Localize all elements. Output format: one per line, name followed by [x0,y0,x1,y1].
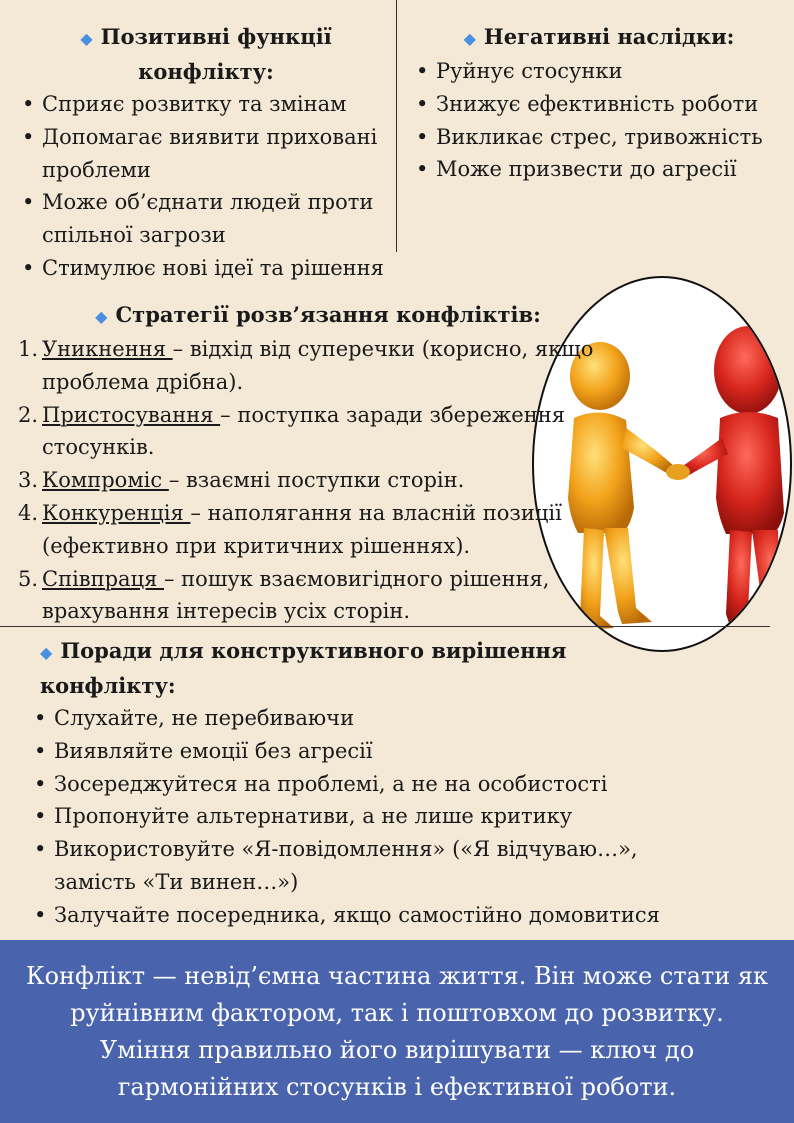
list-item [18,464,608,497]
list-item: • Зосереджуйтеся на проблемі, а не на особистості [32,768,692,801]
tips-list [32,702,692,964]
list-item: • Стимулює нові ідеї та рішення [20,252,392,285]
strategy-desc: – поступка заради збереження стосунків. [42,402,565,460]
list-item: • Руйнує стосунки [414,55,784,88]
diamond-icon: ◆ [80,29,93,48]
negative-section [414,20,784,186]
summary-banner [0,940,794,1123]
section-divider [0,626,770,627]
diamond-icon: ◆ [95,307,108,326]
strategies-list [18,333,608,628]
list-item: • Допомагає виявити приховані проблеми [20,121,392,187]
item-number: 5. [18,566,39,591]
strategy-term: Співпраця [42,566,164,591]
strategy-desc: – відхід від суперечки (корисно, якщо проблема дрібна). [42,337,594,394]
tips-section [32,634,692,964]
strategy-term: Уникнення [42,337,173,361]
list-item: • Пропонуйте альтернативи, а не лише критику [32,800,692,833]
list-item: • Викликає стрес, тривожність [414,121,784,154]
diamond-icon: ◆ [40,643,53,662]
positive-section [20,20,392,285]
column-divider [396,0,397,252]
item-number: 1. [18,337,39,361]
list-item [18,563,608,629]
strategy-term: Компроміс [42,468,169,493]
list-item: • Виявляйте емоції без агресії [32,735,692,768]
list-item: • Залучайте посередника, якщо самостійно домовитися [32,899,684,965]
item-number: 2. [18,402,39,427]
strategy-desc: – наполягання на власній позиції (ефективно при критичних рішеннях). [42,500,562,558]
strategies-heading [18,298,608,333]
item-number: 3. [18,468,39,493]
list-item [18,497,608,563]
positive-title-line1: Позитивні функції [100,24,332,49]
strategies-title: Стратегії розв’язання конфліктів: [115,302,541,327]
list-item: • Знижує ефективність роботи [414,88,784,121]
tips-title: Поради для конструктивного вирішення конфлікту: [40,638,567,698]
list-item: • Може об’єднати людей проти спільної загрози [20,186,392,252]
list-item: • Сприяє розвитку та змінам [20,88,392,121]
negative-title: Негативні наслідки: [483,24,735,49]
list-item [18,399,608,465]
negative-list [414,55,784,186]
list-item: • Слухайте, не перебиваючи [32,702,692,735]
red-figure [680,326,790,626]
list-item [18,333,608,399]
strategy-desc: – взаємні поступки сторін. [168,468,465,493]
negative-heading [414,20,784,55]
tips-heading [32,634,692,702]
list-item: • Може призвести до агресії [414,153,784,186]
list-item: • Використовуйте «Я-повідомлення» («Я відчуваю…», замість «Ти винен…») [32,833,654,899]
strategy-desc: – пошук взаємовигідного рішення, врахування інтересів усіх сторін. [42,566,550,624]
summary-text: Конфлікт — невід’ємна частина життя. Він може стати як руйнівним фактором, так і поштовхом до розвитку. Уміння правильно його вирішувати — ключ до гармонійних стосунків і ефективної роботи. [26,961,768,1101]
positive-title-line2: конфлікту: [138,59,274,84]
handshake-hands [666,464,690,480]
strategies-section [18,298,608,628]
strategy-term: Конкуренція [42,500,191,525]
positive-list [20,88,392,285]
item-number: 4. [18,500,39,525]
strategy-term: Пристосування [42,402,221,427]
positive-heading [20,20,392,88]
diamond-icon: ◆ [463,29,476,48]
